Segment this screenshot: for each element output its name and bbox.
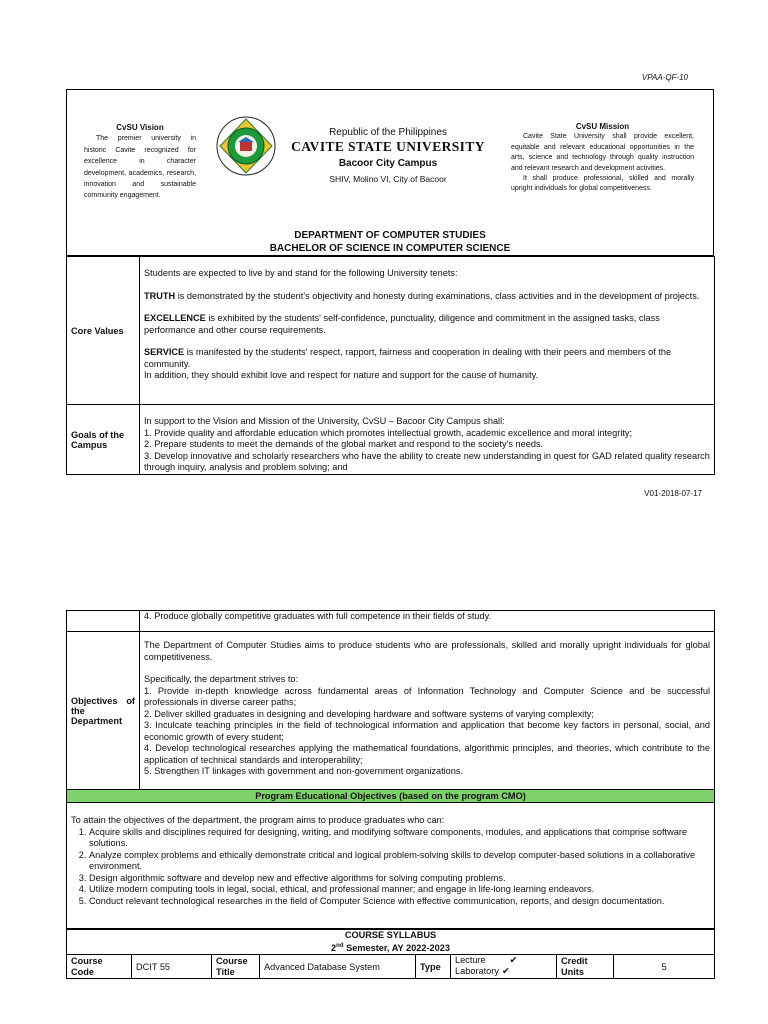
university-heading bbox=[290, 127, 486, 184]
credit-units: 5 bbox=[614, 955, 715, 979]
objective-item: 1. Provide in-depth knowledge across fundamental areas of Information Technology and Computer Science and be successful professionals in diverse career paths; bbox=[144, 685, 710, 707]
course-type bbox=[451, 955, 557, 979]
core-values-label: Core Values bbox=[67, 257, 140, 405]
credit-units-label: Credit Units bbox=[557, 955, 614, 979]
peo-title: Program Educational Objectives (based on the program CMO) bbox=[67, 790, 715, 803]
goal-item: 2. Prepare students to meet the demands of the global market and respond to the society's needs. bbox=[144, 439, 544, 449]
peo-list bbox=[71, 827, 710, 908]
service-value-addendum: In addition, they should exhibit love and respect for nature and support for the cause of humanity. bbox=[144, 370, 539, 380]
university-name: CAVITE STATE UNIVERSITY bbox=[291, 139, 485, 154]
peo-intro: To attain the objectives of the department, the program aims to produce graduates who can: bbox=[71, 815, 445, 825]
mission-text: Cavite State University shall provide excellent, equitable and relevant educational opportunities in the arts, science and technology through quality instruction and relevant research and development activities. bbox=[511, 133, 694, 172]
republic-text: Republic of the Philippines bbox=[329, 127, 447, 138]
objectives-row bbox=[67, 632, 715, 791]
goals-label: Goals of the Campus bbox=[67, 405, 140, 475]
laboratory-check-icon: ✔ bbox=[501, 966, 510, 977]
course-info-row bbox=[67, 955, 715, 979]
objective-item: 3. Inculcate teaching principles in the field of technological information and application that become key factors in personal, social, and economic growth of every student; bbox=[144, 720, 710, 742]
course-code-label: Course Code bbox=[67, 955, 132, 979]
university-logo bbox=[216, 116, 276, 176]
laboratory-type: Laboratory ✔ bbox=[455, 966, 510, 977]
objective-item: 4. Develop technological researches applying the mathematical foundations, algorithmic principles, and theories, which contribute to the application of technical standards and interoperability; bbox=[144, 743, 710, 765]
mission-title: CvSU Mission bbox=[575, 122, 630, 131]
form-number: VPAA-QF-10 bbox=[641, 73, 688, 82]
core-values-intro: Students are expected to live by and stand for the following University tenets: bbox=[144, 268, 458, 278]
objectives-table bbox=[66, 610, 715, 791]
campus-address: SHIV, Molino VI, City of Bacoor bbox=[329, 174, 447, 184]
peo-item: 4. Utilize modern computing tools in legal, social, ethical, and professional manner; and engage in life-long learning endeavors. bbox=[89, 884, 710, 896]
version-number: V01-2018-07-17 bbox=[644, 489, 702, 498]
type-label: Type bbox=[416, 955, 451, 979]
objective-item: 5. Strengthen IT linkages with government and non-government organizations. bbox=[144, 766, 464, 776]
goal-item: 1. Provide quality and affordable education which promotes intellectual growth, academic excellence and moral integrity; bbox=[144, 427, 633, 438]
service-value: SERVICE is manifested by the students' respect, rapport, fairness and cooperation in dealing with their peers and members of the community. bbox=[144, 347, 672, 369]
peo-body-row bbox=[67, 803, 715, 929]
objectives-lead: Specifically, the department strives to: bbox=[144, 674, 299, 684]
campus-name: Bacoor City Campus bbox=[338, 158, 438, 169]
goal-continuation-row bbox=[67, 611, 715, 632]
peo-item: 5. Conduct relevant technological researches in the field of Computer Science with effective communication, reports, and design documentation. bbox=[89, 896, 710, 908]
objective-item: 2. Deliver skilled graduates in designing and developing hardware and software systems of varying complexity; bbox=[144, 708, 594, 719]
lecture-check-icon: ✔ bbox=[509, 955, 518, 966]
course-title-label: Course Title bbox=[212, 955, 260, 979]
objectives-label: Objectives of the Department bbox=[67, 632, 140, 791]
department-name: DEPARTMENT OF COMPUTER STUDIES bbox=[294, 230, 486, 241]
peo-item: 1. Acquire skills and disciplines required for designing, writing, and modifying software components, modules, and applications that comprise software solutions. bbox=[89, 827, 710, 850]
values-goals-table bbox=[66, 256, 715, 475]
objectives-intro: The Department of Computer Studies aims to produce students who are professionals, skilled and morally upright individuals for global competitiveness. bbox=[144, 640, 710, 662]
mission-block bbox=[511, 122, 694, 195]
mission-text-2: It shall produce professional, skilled and morally upright individuals for global competitiveness. bbox=[511, 175, 694, 193]
course-code: DCIT 55 bbox=[132, 955, 212, 979]
excellence-value: EXCELLENCE is exhibited by the students' self-confidence, punctuality, diligence and commitment in the assigned tasks, class performance and other course requirements. bbox=[144, 313, 660, 335]
syllabus-table bbox=[66, 929, 715, 979]
vision-block bbox=[84, 122, 196, 202]
lecture-type: Lecture ✔ bbox=[455, 955, 518, 966]
peo-item: 3. Design algorithmic software and develop new and effective algorithms for solving computing problems. bbox=[89, 873, 710, 885]
goal-item: 3. Develop innovative and scholarly researchers who have the ability to create new understanding in quest for GAD related quality research through inquiry, analysis and problem solving; and bbox=[144, 450, 710, 472]
peo-table bbox=[66, 789, 715, 929]
program-name: BACHELOR OF SCIENCE IN COMPUTER SCIENCE bbox=[269, 242, 511, 254]
truth-value: TRUTH is demonstrated by the student's objectivity and honesty during examinations, class activities and in the development of projects. bbox=[144, 290, 700, 301]
vision-text: The premier university in historic Cavite recognized for excellence in character development, academics, research, innovation and sustainable community engagement. bbox=[84, 135, 196, 200]
syllabus-title-row bbox=[67, 930, 715, 955]
peo-item: 2. Analyze complex problems and ethically demonstrate critical and logical problem-solving skills to develop computer-based solutions in a collaborative environment. bbox=[89, 850, 710, 873]
goals-row bbox=[67, 405, 715, 475]
goal-item: 4. Produce globally competitive graduates with full competence in their fields of study. bbox=[144, 611, 492, 621]
vision-title: CvSU Vision bbox=[116, 123, 164, 132]
peo-header-row bbox=[67, 790, 715, 803]
core-values-row bbox=[67, 257, 715, 405]
department-heading bbox=[66, 230, 714, 255]
course-title: Advanced Database System bbox=[260, 955, 416, 979]
syllabus-title: COURSE SYLLABUS bbox=[344, 930, 437, 940]
semester-label: 2nd Semester, AY 2022-2023 bbox=[331, 943, 450, 954]
goals-intro: In support to the Vision and Mission of the University, CvSU – Bacoor City Campus shall: bbox=[144, 416, 505, 426]
